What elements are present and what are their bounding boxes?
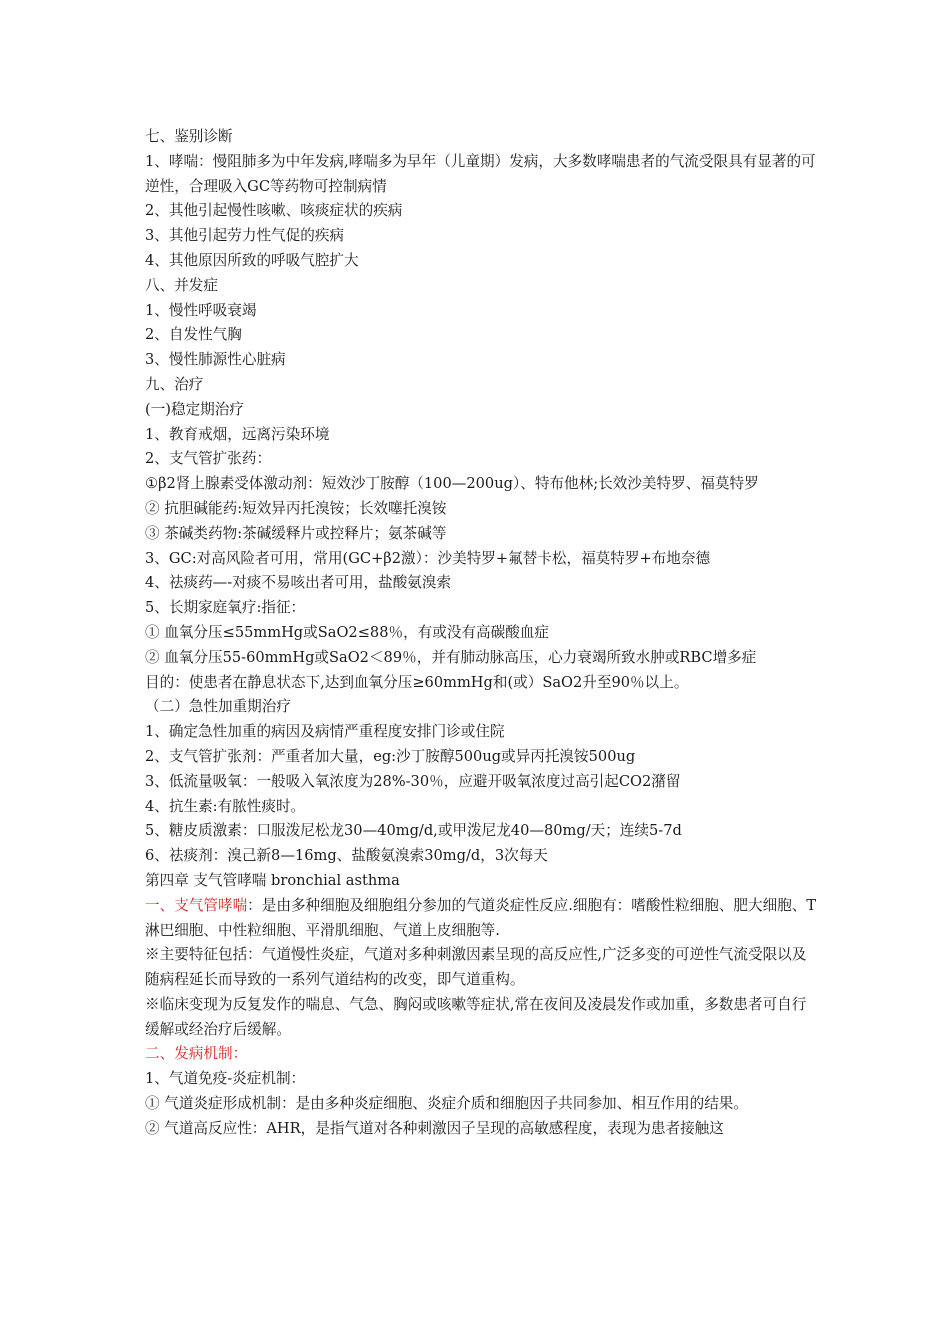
list-item: 1、确定急性加重的病因及病情严重程度安排门诊或住院 xyxy=(145,723,505,741)
list-item: ③ 茶碱类药物:茶碱缓释片或控释片；氨茶碱等 xyxy=(145,524,447,542)
list-item: 1、教育戒烟，远离污染环境 xyxy=(145,425,330,443)
paragraph-asthma-definition xyxy=(145,894,817,944)
subheading-stable-phase: (一)稳定期治疗 xyxy=(145,400,244,418)
list-item: 4、祛痰药—-对痰不易咳出者可用，盐酸氨溴索 xyxy=(145,574,452,592)
list-item: 5、糖皮质激素：口服泼尼松龙30—40mg/d,或甲泼尼龙40—80mg/天；连续5-7d xyxy=(145,822,682,840)
heading-pathogenesis: 二、发病机制： xyxy=(145,1045,248,1063)
heading-differential-diagnosis: 七、鉴别诊断 xyxy=(145,128,233,145)
list-item: ② 血氧分压55-60mmHg或SaO2＜89％，并有肺动脉高压，心力衰竭所致水肿或RBC增多症 xyxy=(145,648,757,666)
list-item: ① 血氧分压≤55mmHg或SaO2≤88％，有或没有高碳酸血症 xyxy=(145,623,550,641)
asthma-definition-heading: 一、支气管哮喘 xyxy=(145,896,248,914)
list-item: ② 抗胆碱能药:短效异丙托溴铵；长效噻托溴铵 xyxy=(145,499,447,517)
list-item: ① 气道炎症形成机制：是由多种炎症细胞、炎症介质和细胞因子共同参加、相互作用的结果。 xyxy=(145,1095,748,1113)
chapter-title: 第四章 支气管哮喘 bronchial asthma xyxy=(145,871,400,889)
list-item: 2、支气管扩张药： xyxy=(145,450,272,468)
heading-complications: 八、并发症 xyxy=(145,276,218,294)
paragraph-purpose: 目的：使患者在静息状态下,达到血氧分压≥60mmHg和(或）SaO2升至90％以上。 xyxy=(145,673,689,691)
asthma-definition-body: ：是由多种细胞及细胞组分参加的气道炎症性反应.细胞有：嗜酸性粒细胞、肥大细胞、T淋巴细胞、中性粒细胞、平滑肌细胞、气道上皮细胞等. xyxy=(145,896,817,939)
list-item: 4、其他原因所致的呼吸气腔扩大 xyxy=(145,251,359,269)
list-item: ② 气道高反应性：AHR，是指气道对各种刺激因子呈现的高敏感程度，表现为患者接触这 xyxy=(145,1119,724,1137)
list-item: 3、其他引起劳力性气促的疾病 xyxy=(145,227,345,245)
list-item: 3、低流量吸氧：一般吸入氧浓度为28%-30％，应避开吸氧浓度过高引起CO2潴留 xyxy=(145,772,681,790)
list-item: ①β2肾上腺素受体激动剂：短效沙丁胺醇（100—200ug）、特布他林;长效沙美特罗、福莫特罗 xyxy=(145,475,759,493)
paragraph-asthma-vs-copd: 1、哮喘：慢阻肺多为中年发病,哮喘多为早年（儿童期）发病，大多数哮喘患者的气流受限具有显著的可逆性，合理吸入GC等药物可控制病情 xyxy=(145,152,816,195)
list-item: 2、其他引起慢性咳嗽、咳痰症状的疾病 xyxy=(145,202,403,220)
list-item: 5、长期家庭氧疗:指征： xyxy=(145,599,306,617)
document-page xyxy=(145,125,817,1142)
list-item: 1、慢性呼吸衰竭 xyxy=(145,301,257,319)
list-item: 4、抗生素:有脓性痰时。 xyxy=(145,797,306,815)
list-item: 2、自发性气胸 xyxy=(145,326,242,344)
paragraph-clinical-manifestation: ※临床变现为反复发作的喘息、气急、胸闷或咳嗽等症状,常在夜间及凌晨发作或加重，多数患者可自行缓解或经治疗后缓解。 xyxy=(145,995,807,1038)
list-item: 3、GC:对高风险者可用，常用(GC+β2激）：沙美特罗+氟替卡松，福莫特罗+布地奈德 xyxy=(145,549,711,567)
subheading-acute-phase: （二）急性加重期治疗 xyxy=(145,698,291,716)
list-item: 1、气道免疫-炎症机制： xyxy=(145,1070,306,1088)
list-item: 2、支气管扩张剂：严重者加大量，eg:沙丁胺醇500ug或异丙托溴铵500ug xyxy=(145,747,636,765)
list-item: 6、祛痰剂：溴己新8—16mg、盐酸氨溴索30mg/d，3次每天 xyxy=(145,847,548,865)
paragraph-main-features: ※主要特征包括：气道慢性炎症，气道对多种刺激因素呈现的高反应性,广泛多变的可逆性气流受限以及随病程延长而导致的一系列气道结构的改变，即气道重构。 xyxy=(145,946,807,989)
heading-treatment: 九、治疗 xyxy=(145,375,204,393)
list-item: 3、慢性肺源性心脏病 xyxy=(145,351,286,369)
